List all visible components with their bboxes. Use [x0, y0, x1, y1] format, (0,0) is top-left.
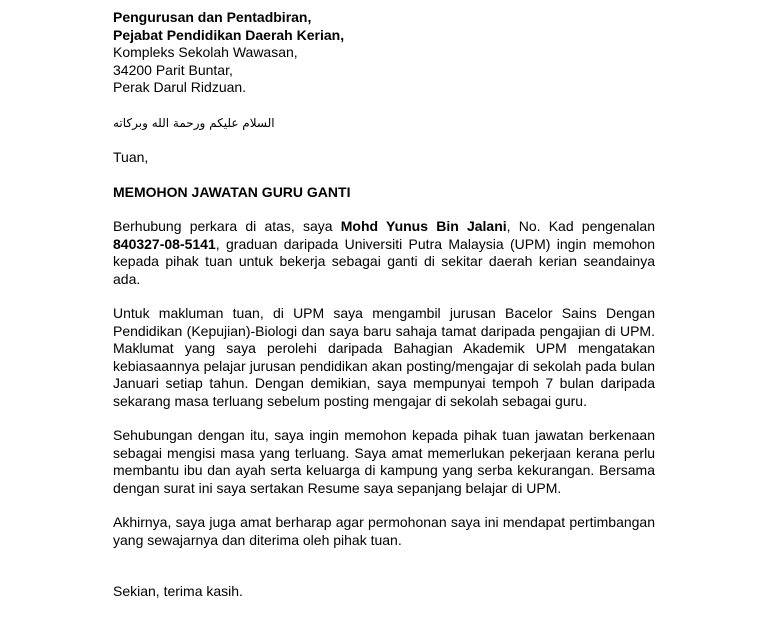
- ic-number: 840327-08-5141: [113, 235, 216, 252]
- address-line-5: Perak Darul Ridzuan.: [113, 79, 247, 95]
- arabic-greeting: السلام عليكم ورحمة الله وبركاته: [113, 115, 275, 130]
- p1-text-2: , No. Kad pengenalan: [506, 218, 655, 234]
- salutation: Tuan,: [113, 149, 149, 165]
- address-line-3: Kompleks Sekolah Wawasan,: [113, 44, 298, 60]
- recipient-address: [113, 9, 655, 97]
- paragraph-3-text: Sehubungan dengan itu, saya ingin memohon kepada pihak tuan jawatan berkenaan sebagai mengisi masa yang terluang. Saya amat memerlukan pekerjaan kerana perlu membantu ibu dan ayah serta keluarga di kampung yang serba kekurangan. Bersama dengan surat ini saya sertakan Resume saya sepanjang belajar di UPM.: [113, 427, 655, 496]
- p1-text-3: , graduan daripada Universiti Putra Malaysia (UPM) ingin memohon kepada pihak tuan untuk bekerja sebagai ganti di sekitar daerah kerian seandainya ada.: [113, 235, 655, 287]
- paragraph-4-text: Akhirnya, saya juga amat berharap agar permohonan saya ini mendapat pertimbangan yang sewajarnya dan diterima oleh pihak tuan.: [113, 514, 655, 548]
- subject-heading: MEMOHON JAWATAN GURU GANTI: [113, 183, 351, 200]
- p1-text-1: Berhubung perkara di atas, saya: [113, 218, 341, 234]
- address-line-1: Pengurusan dan Pentadbiran,: [113, 9, 312, 25]
- applicant-name: Mohd Yunus Bin Jalani: [340, 218, 507, 234]
- paragraph-1: [113, 218, 655, 288]
- letter-body: [113, 9, 655, 601]
- paragraph-2-text: Untuk makluman tuan, di UPM saya mengambil jurusan Bacelor Sains Dengan Pendidikan (Kepujian)-Biologi dan saya baru sahaja tamat daripada pengajian di UPM. Maklumat yang saya perolehi daripada Bahagian Akademik UPM mengatakan kebiasaannya pelajar jurusan pendidikan akan posting/mengajar di sekolah pada bulan Januari setiap tahun. Dengan demikian, saya mempunyai tempoh 7 bulan daripada sekarang masa terluang sebelum posting mengajar di sekolah sebagai guru.: [113, 305, 655, 409]
- paragraph-2: [113, 305, 655, 410]
- address-line-2: Pejabat Pendidikan Daerah Kerian,: [113, 26, 345, 43]
- paragraph-4: [113, 514, 655, 549]
- address-line-4: 34200 Parit Buntar,: [113, 61, 233, 78]
- paragraph-3: [113, 427, 655, 497]
- closing-line: Sekian, terima kasih.: [113, 583, 243, 599]
